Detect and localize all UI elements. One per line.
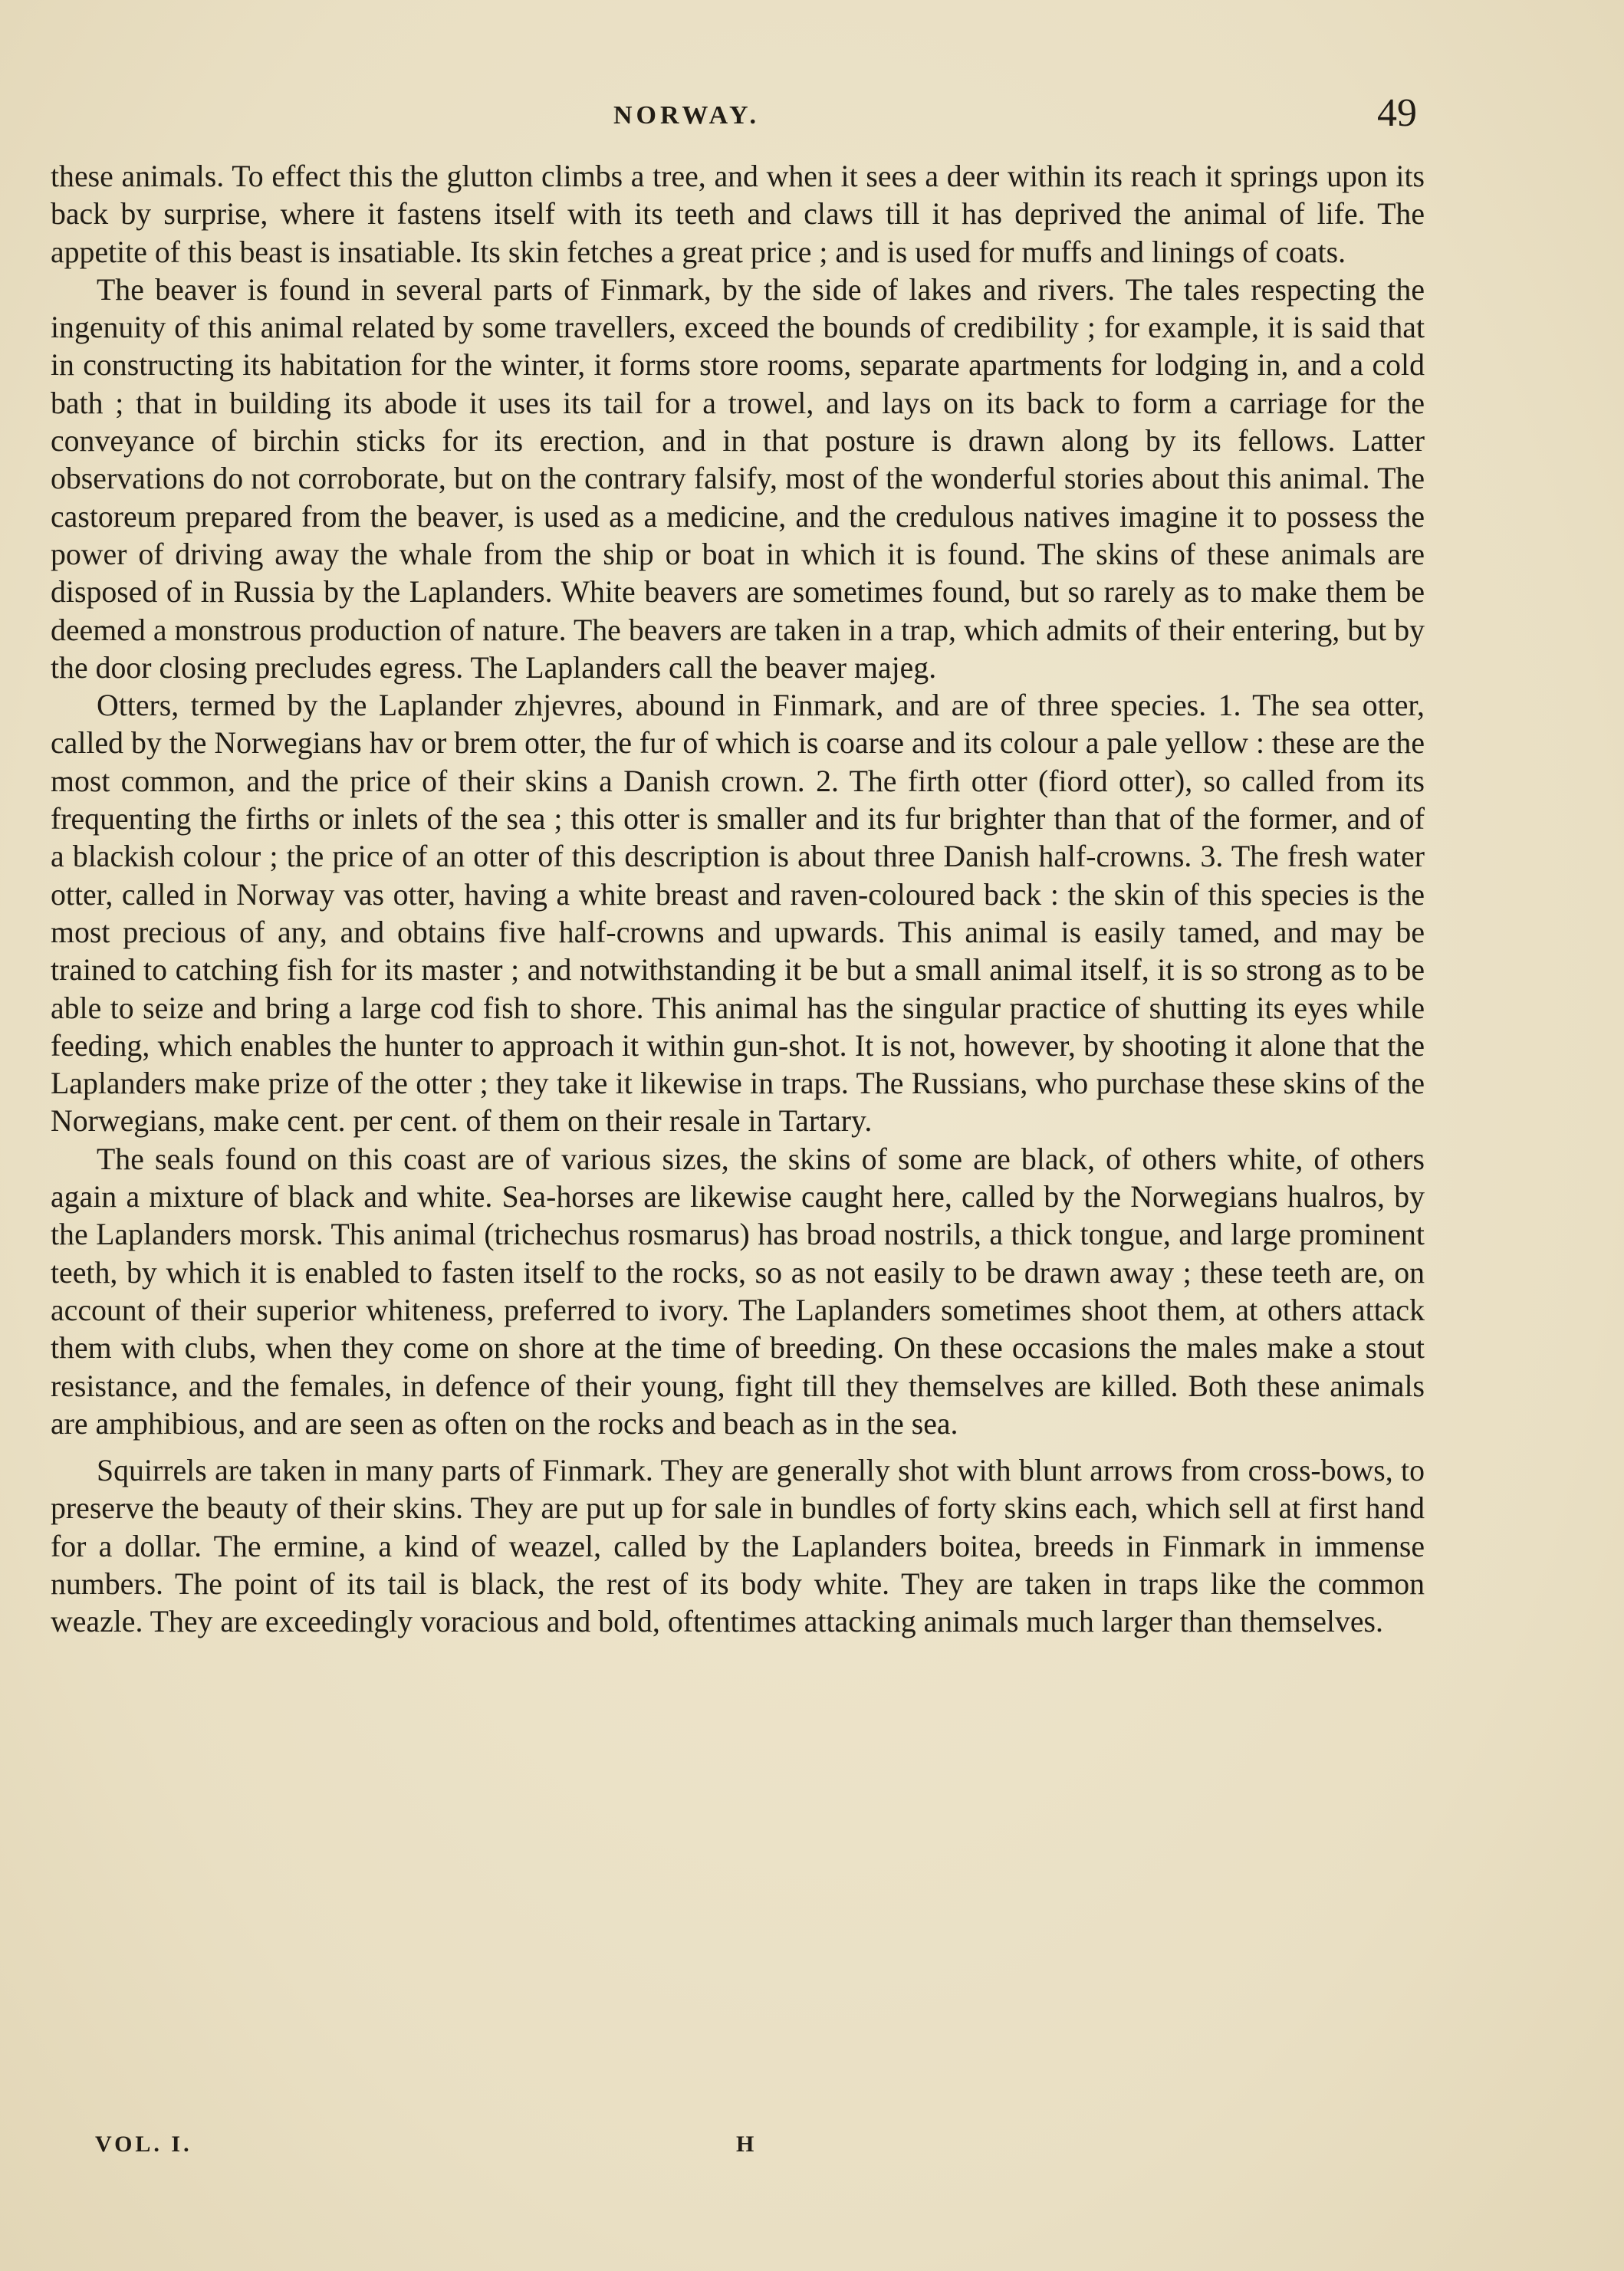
body-text [51, 158, 1425, 1642]
paragraph-seals: The seals found on this coast are of various sizes, the skins of some are black, of others white, of others again a mixture of black and white. Sea-horses are likewise caught here, called by the Norwegians hualros, by the Laplanders morsk. This animal (trichechus rosmarus) has broad nostrils, a thick tongue, and large prominent teeth, by which it is enabled to fasten itself to the rocks, so as not easily to be drawn away ; these teeth are, on account of their superior whiteness, preferred to ivory. The Laplanders sometimes shoot them, at others attack them with clubs, when they come on shore at the time of breeding. On these occasions the males make a stout resistance, and the females, in defence of their young, fight till they themselves are killed. Both these animals are amphibious, and are seen as often on the rocks and beach as in the sea. [51, 1142, 1425, 1441]
signature-mark: H [736, 2131, 754, 2157]
paragraph-otters: Otters, termed by the Laplander zhjevres, abound in Finmark, and are of three species. 1. The sea otter, called by the Norwegians hav or brem otter, the fur of which is coarse and its colour a pale yellow : these are the most common, and the price of their skins a Danish crown. 2. The firth otter (fiord otter), so called from its frequenting the firths or inlets of the sea ; this otter is smaller and its fur brighter than that of the former, and of a blackish colour ; the price of an otter of this description is about three Danish half-crowns. 3. The fresh water otter, called in Norway vas otter, having a white breast and raven-coloured back : the skin of this species is the most precious of any, and obtains five half-crowns and upwards. This animal is easily tamed, and may be trained to catching fish for its master ; and notwithstanding it be but a small animal itself, it is so strong as to be able to seize and bring a large cod fish to shore. This animal has the singular practice of shutting its eyes while feeding, which enables the hunter to approach it within gun-shot. It is not, however, by shooting it alone that the Laplanders make prize of the otter ; they take it likewise in traps. The Russians, who purchase these skins of the Norwegians, make cent. per cent. of them on their resale in Tartary. [51, 689, 1425, 1139]
running-title: NORWAY. [613, 101, 760, 130]
signature-line [0, 2131, 1624, 2170]
paragraph-glutton-continued: these animals. To effect this the glutton climbs a tree, and when it sees a deer within its reach it springs upon its back by surprise, where it fastens itself with its teeth and claws till it has deprived the animal of life. The appetite of this beast is insatiable. Its skin fetches a great price ; and is used for muffs and linings of coats. [51, 159, 1425, 269]
running-head [0, 90, 1624, 136]
paragraph-beaver: The beaver is found in several parts of Finmark, by the side of lakes and rivers. The tales respecting the ingenuity of this animal related by some travellers, exceed the bounds of credibility ; for example, it is said that in constructing its habitation for the winter, it forms store rooms, separate apartments for lodging in, and a cold bath ; that in building its abode it uses its tail for a trowel, and lays on its back to form a carriage for the conveyance of birchin sticks for its erection, and in that posture is drawn along by its fellows. Latter observations do not corroborate, but on the contrary falsify, most of the wonderful stories about this animal. The castoreum prepared from the beaver, is used as a medicine, and the credulous natives imagine it to possess the power of driving away the whale from the ship or boat in which it is found. The skins of these animals are disposed of in Russia by the Laplanders. White beavers are sometimes found, but so rarely as to make them be deemed a monstrous production of nature. The beavers are taken in a trap, which admits of their entering, but by the door closing precludes egress. The Laplanders call the beaver majeg. [51, 272, 1425, 685]
volume-label: VOL. I. [95, 2131, 192, 2157]
page-number: 49 [1377, 91, 1417, 135]
paragraph-squirrels: Squirrels are taken in many parts of Finmark. They are generally shot with blunt arrows from cross-bows, to preserve the beauty of their skins. They are put up for sale in bundles of forty skins each, which sell at first hand for a dollar. The ermine, a kind of weazel, called by the Laplanders boitea, breeds in Finmark in immense numbers. The point of its tail is black, the rest of its body white. They are taken in traps like the common weazle. They are exceedingly voracious and bold, oftentimes attacking animals much larger than themselves. [51, 1454, 1425, 1639]
